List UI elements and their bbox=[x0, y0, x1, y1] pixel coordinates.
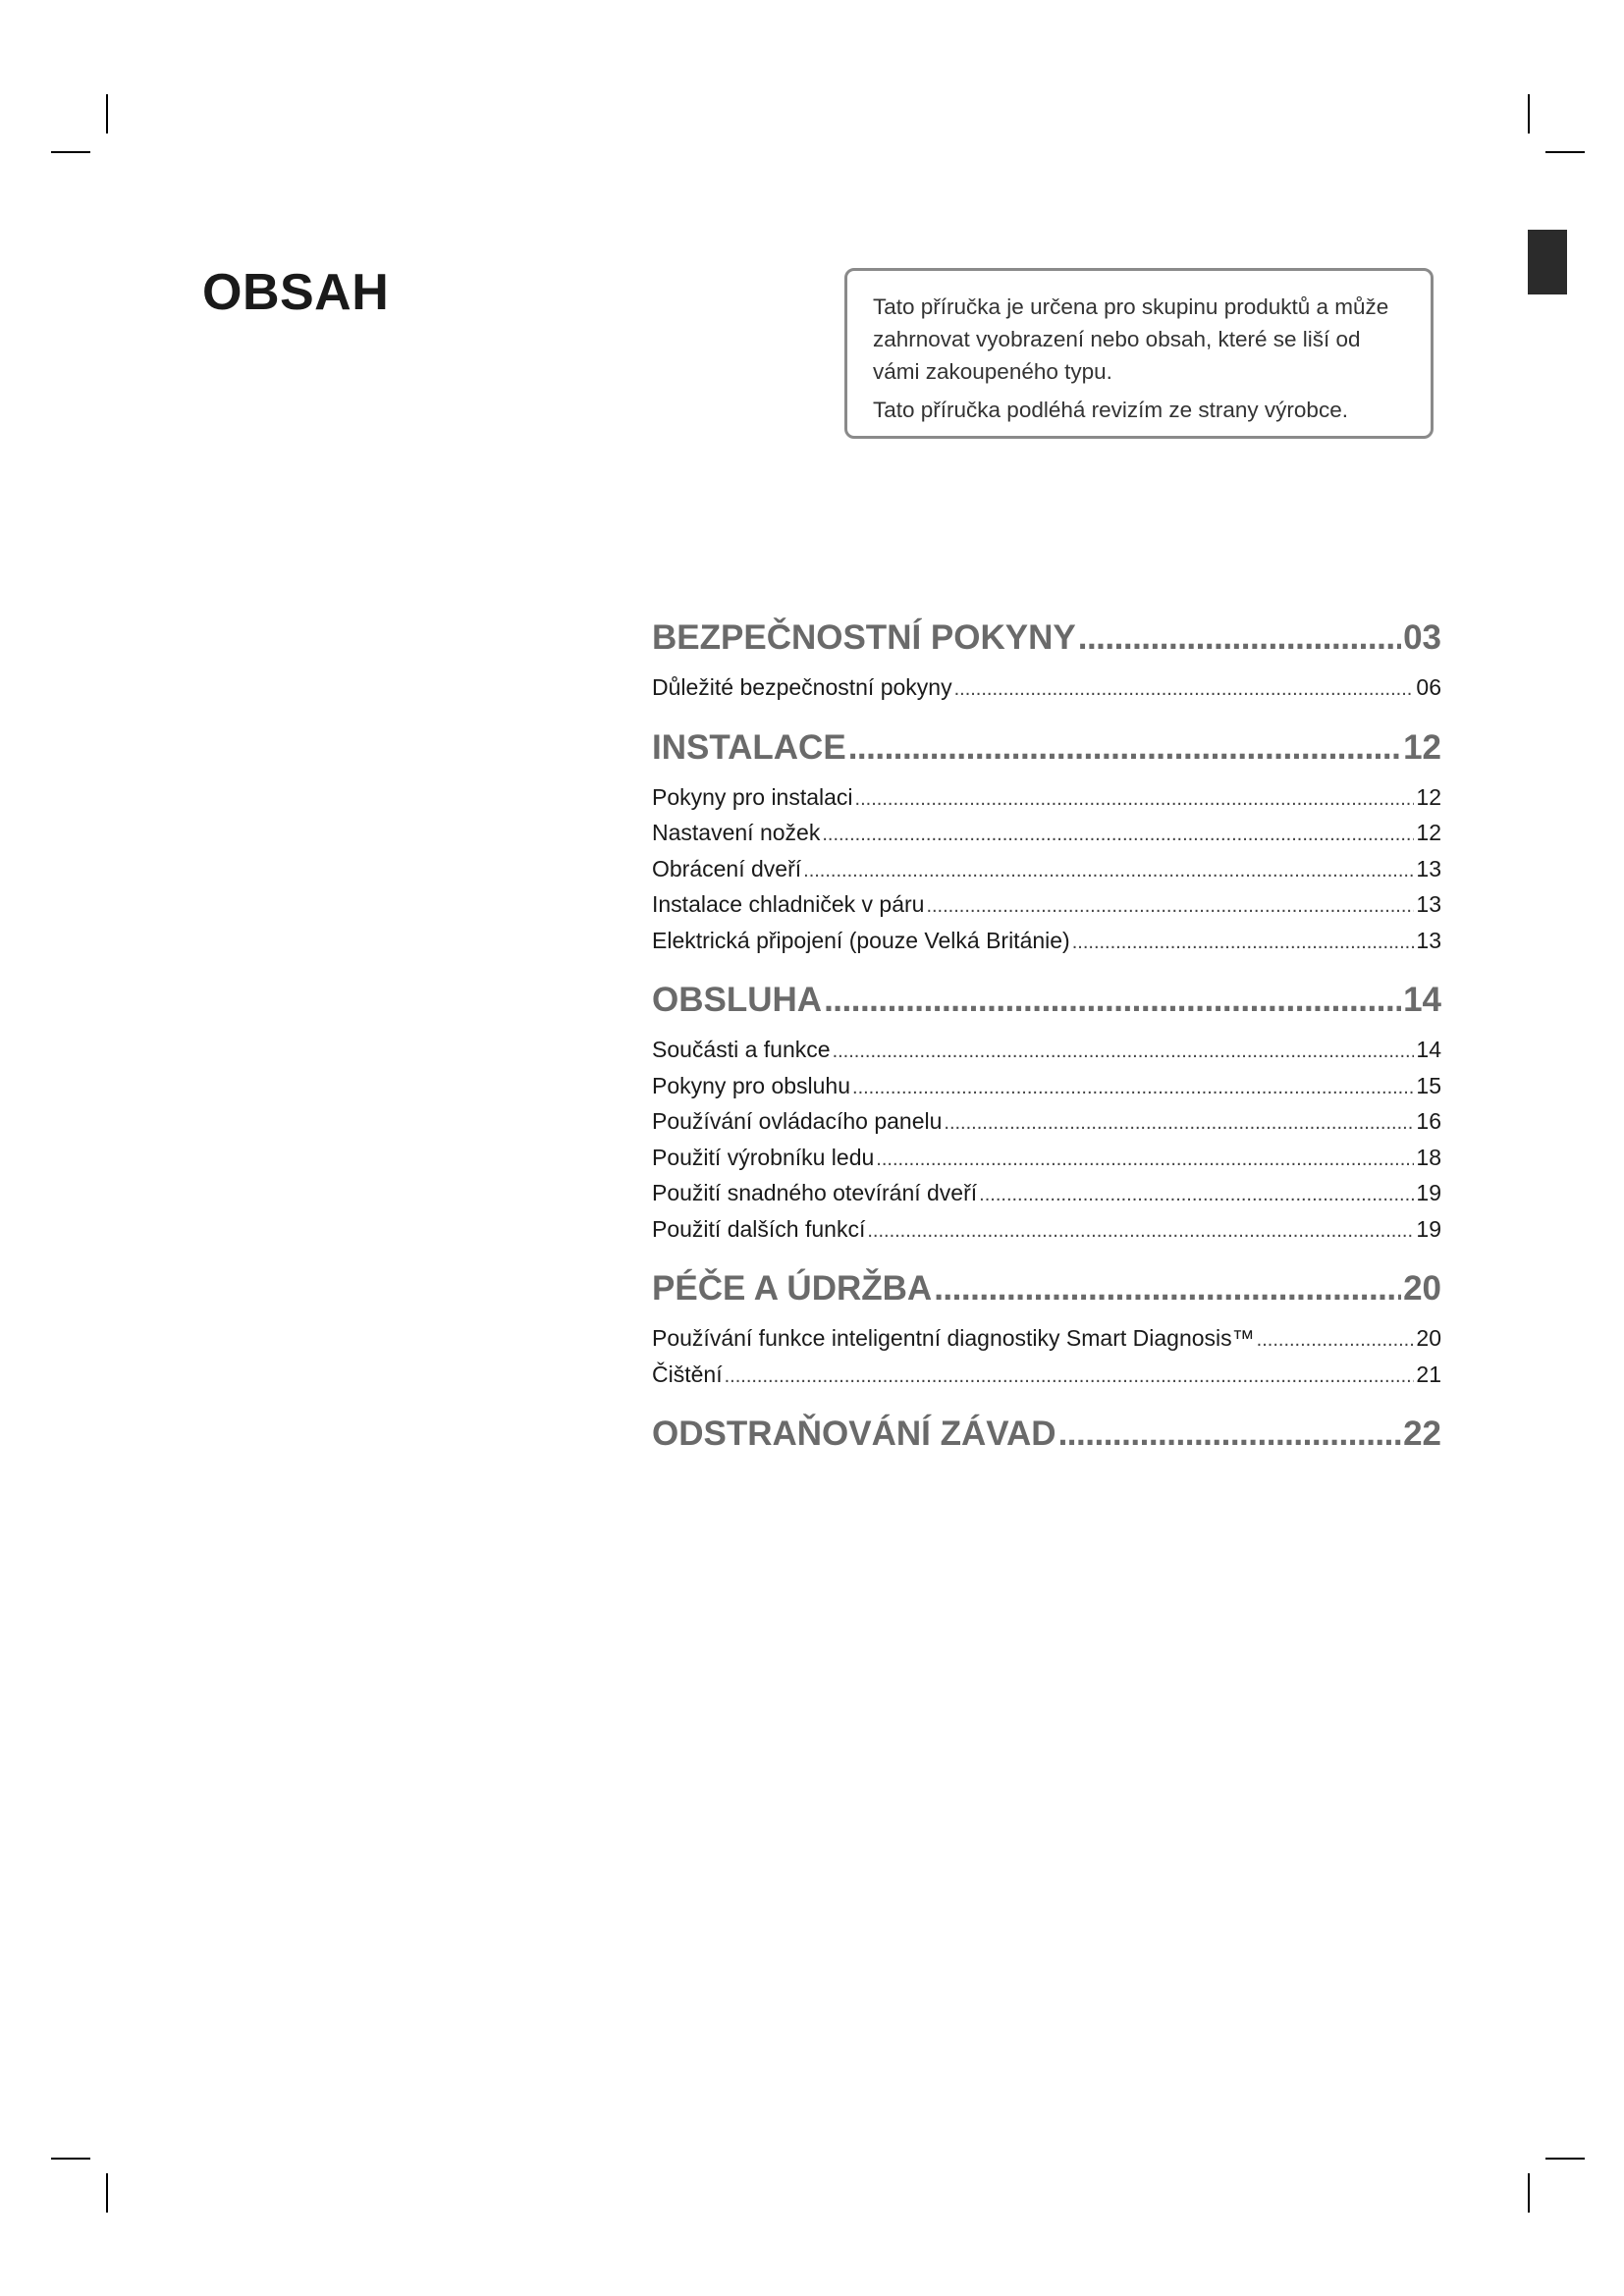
notice-paragraph: Tato příručka podléhá revizím ze strany výrobce. bbox=[873, 398, 1348, 422]
toc-item-label: Používání ovládacího panelu bbox=[652, 1108, 943, 1134]
section-tab-marker bbox=[1528, 230, 1567, 294]
toc-item-label: Použití snadného otevírání dveří bbox=[652, 1180, 978, 1205]
toc-item[interactable] bbox=[652, 1211, 1441, 1248]
toc-section-bezpecnostni-pokyny[interactable] bbox=[652, 609, 1441, 667]
toc-item[interactable] bbox=[652, 1175, 1441, 1211]
dot-leader bbox=[867, 1213, 1414, 1250]
dot-leader bbox=[1078, 609, 1401, 667]
toc-page-number: 21 bbox=[1416, 1361, 1441, 1387]
toc-page-number: 14 bbox=[1416, 1037, 1441, 1062]
crop-mark bbox=[1528, 2173, 1530, 2213]
toc-item[interactable] bbox=[652, 1320, 1441, 1357]
dot-leader bbox=[1072, 925, 1415, 961]
toc-item[interactable] bbox=[652, 669, 1441, 706]
toc-section-obsluha[interactable] bbox=[652, 971, 1441, 1030]
toc-item[interactable] bbox=[652, 1068, 1441, 1104]
toc-item[interactable] bbox=[652, 886, 1441, 923]
toc-item-label: Používání funkce inteligentní diagnostiky Smart Diagnosis™ bbox=[652, 1325, 1255, 1351]
toc-item-label: Důležité bezpečnostní pokyny bbox=[652, 674, 952, 700]
toc-section-title: INSTALACE bbox=[652, 727, 846, 767]
toc-page-number: 22 bbox=[1403, 1415, 1441, 1453]
dot-leader bbox=[944, 1105, 1414, 1142]
crop-mark bbox=[51, 151, 90, 153]
toc-page-number: 13 bbox=[1416, 891, 1441, 917]
toc-page-number: 19 bbox=[1416, 1215, 1441, 1242]
toc-section-title: OBSLUHA bbox=[652, 981, 823, 1019]
table-of-contents bbox=[652, 609, 1441, 1476]
toc-page-number: 16 bbox=[1416, 1108, 1441, 1134]
toc-section-instalace[interactable] bbox=[652, 719, 1441, 777]
toc-page-number: 03 bbox=[1403, 618, 1441, 657]
notice-paragraph: Tato příručka je určena pro skupinu produktů a může zahrnovat vyobrazení nebo obsah, které se liší od vámi zakoupeného typu. bbox=[873, 294, 1389, 384]
toc-section-title: PÉČE A ÚDRŽBA bbox=[652, 1269, 933, 1308]
toc-item-label: Použití výrobníku ledu bbox=[652, 1144, 875, 1170]
toc-item-label: Instalace chladniček v páru bbox=[652, 891, 925, 917]
toc-section-odstranovani-zavad[interactable] bbox=[652, 1405, 1441, 1464]
dot-leader bbox=[822, 817, 1414, 853]
toc-item[interactable] bbox=[652, 851, 1441, 887]
toc-item[interactable] bbox=[652, 779, 1441, 816]
crop-mark bbox=[1545, 2158, 1585, 2160]
toc-item[interactable] bbox=[652, 1032, 1441, 1068]
dot-leader bbox=[803, 853, 1414, 889]
toc-item[interactable] bbox=[652, 1140, 1441, 1176]
toc-page-number: 20 bbox=[1403, 1269, 1441, 1308]
toc-section-pece-a-udrzba[interactable] bbox=[652, 1259, 1441, 1318]
toc-page-number: 13 bbox=[1416, 927, 1441, 953]
toc-section-title: BEZPEČNOSTNÍ POKYNY bbox=[652, 618, 1076, 657]
toc-page-number: 20 bbox=[1416, 1325, 1441, 1351]
toc-page-number: 14 bbox=[1403, 981, 1441, 1019]
toc-page-number: 12 bbox=[1416, 820, 1441, 845]
toc-page-number: 18 bbox=[1416, 1144, 1441, 1170]
dot-leader bbox=[1257, 1322, 1415, 1359]
toc-item-label: Pokyny pro instalaci bbox=[652, 783, 853, 810]
toc-item[interactable] bbox=[652, 923, 1441, 959]
crop-mark bbox=[1528, 94, 1530, 133]
toc-page-number: 13 bbox=[1416, 855, 1441, 881]
toc-item-label: Součásti a funkce bbox=[652, 1037, 831, 1062]
dot-leader bbox=[848, 719, 1401, 777]
page-title: OBSAH bbox=[202, 264, 390, 321]
toc-group bbox=[652, 1405, 1441, 1464]
toc-item-label: Použití dalších funkcí bbox=[652, 1215, 866, 1242]
toc-page-number: 12 bbox=[1416, 783, 1441, 810]
toc-item[interactable] bbox=[652, 1357, 1441, 1393]
toc-section-title: ODSTRAŇOVÁNÍ ZÁVAD bbox=[652, 1415, 1056, 1453]
dot-leader bbox=[852, 1070, 1414, 1106]
toc-page-number: 19 bbox=[1416, 1180, 1441, 1205]
dot-leader bbox=[979, 1177, 1414, 1213]
dot-leader bbox=[855, 781, 1415, 818]
toc-group bbox=[652, 719, 1441, 959]
toc-group bbox=[652, 1259, 1441, 1392]
crop-mark bbox=[1545, 151, 1585, 153]
toc-item-label: Nastavení nožek bbox=[652, 820, 821, 845]
toc-item[interactable] bbox=[652, 815, 1441, 851]
toc-page-number: 12 bbox=[1403, 727, 1441, 767]
dot-leader bbox=[833, 1034, 1415, 1070]
dot-leader bbox=[954, 671, 1415, 708]
toc-item-label: Elektrická připojení (pouze Velká Británie) bbox=[652, 927, 1070, 953]
toc-item-label: Čištění bbox=[652, 1361, 723, 1387]
crop-mark bbox=[51, 2158, 90, 2160]
toc-page-number: 15 bbox=[1416, 1072, 1441, 1098]
dot-leader bbox=[926, 888, 1414, 925]
toc-group bbox=[652, 609, 1441, 706]
toc-item-label: Obrácení dveří bbox=[652, 855, 802, 881]
dot-leader bbox=[934, 1259, 1401, 1318]
notice-box bbox=[844, 268, 1434, 439]
dot-leader bbox=[725, 1359, 1415, 1395]
crop-mark bbox=[106, 94, 108, 133]
toc-page-number: 06 bbox=[1416, 674, 1441, 700]
toc-group bbox=[652, 971, 1441, 1247]
crop-mark bbox=[106, 2173, 108, 2213]
toc-item[interactable] bbox=[652, 1103, 1441, 1140]
toc-item-label: Pokyny pro obsluhu bbox=[652, 1072, 851, 1098]
dot-leader bbox=[876, 1142, 1414, 1178]
dot-leader bbox=[824, 971, 1401, 1030]
dot-leader bbox=[1058, 1405, 1401, 1464]
